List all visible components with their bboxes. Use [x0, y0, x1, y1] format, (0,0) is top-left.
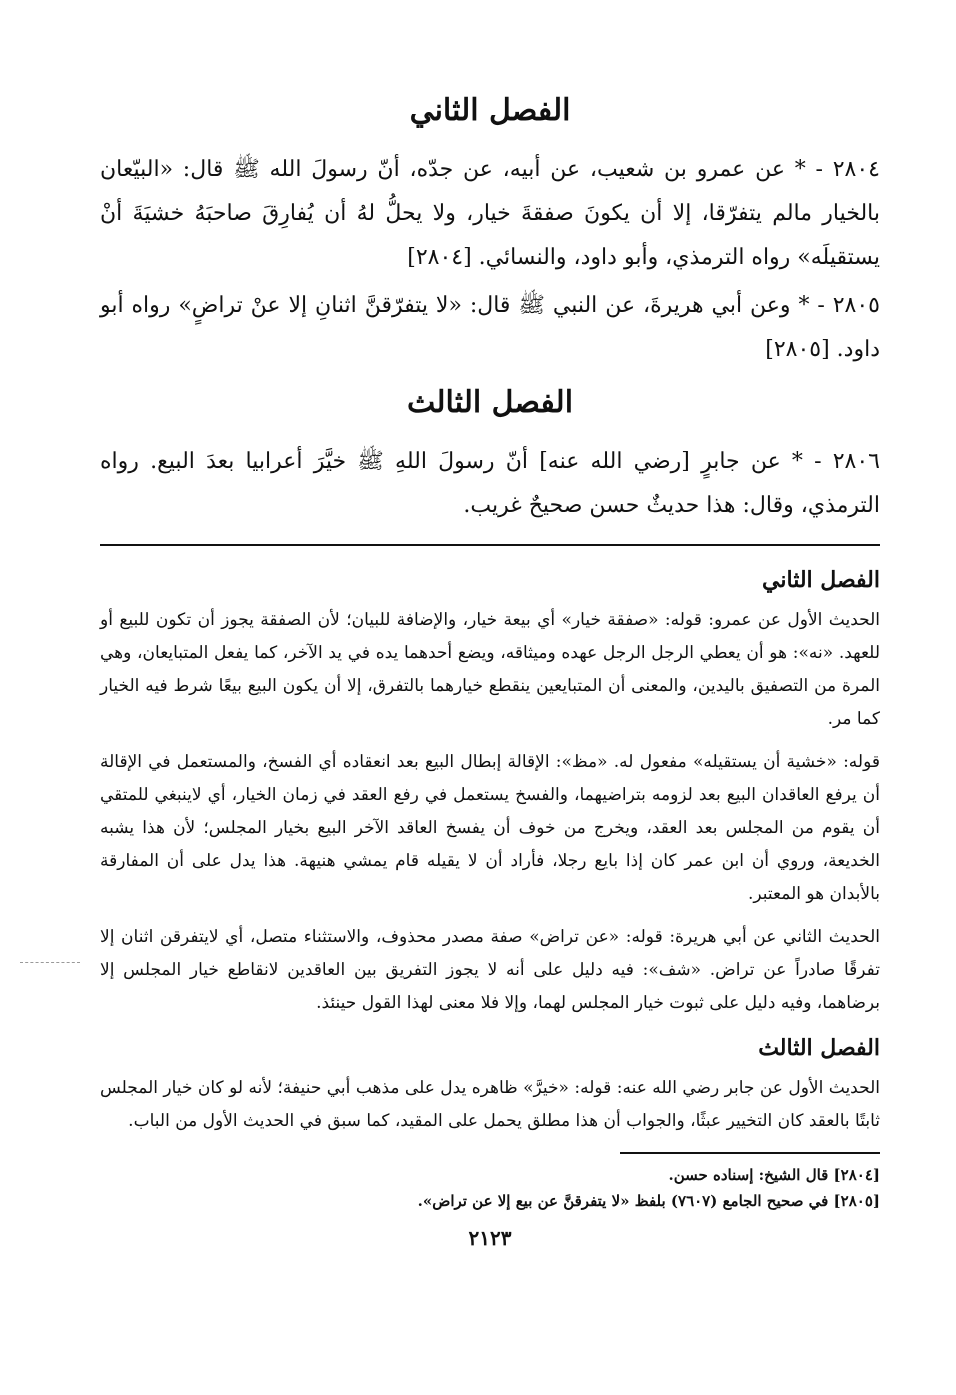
- footnote-separator: [620, 1152, 880, 1154]
- text-commentary-divider: [100, 544, 880, 546]
- section-title-third: الفصل الثالث: [406, 385, 574, 420]
- commentary-paragraph-4: الحديث الأول عن جابر رضي الله عنه: قوله: «خيرَّ» ظاهره يدل على مذهب أبي حنيفة؛ لأنه لو كان خيار المجلس ثابتًا بالعقد كان التخيير عبثًا، والجواب أن هذا مطلق يحمل على المقيد، كما سبق في الحديث الأول من الباب.: [100, 1078, 880, 1131]
- commentary-title-second: الفصل الثاني: [762, 567, 880, 593]
- hadith-2804: ٢٨٠٤ - * عن عمرو بن شعيب، عن أبيه، عن جدّه، أنّ رسولَ الله ﷺ قال: «البيّعان بالخيار مالم يتفرّقا، إلا أن يكونَ صفقةَ خيار، ولا يحلُّ لهُ أن يُفارِقَ صاحبَهُ خشيَةَ أنْ يستقيلَه» رواه الترمذي، وأبو داود، والنسائي. [٢٨٠٤]: [100, 157, 881, 270]
- commentary-paragraph-3: الحديث الثاني عن أبي هريرة: قوله: «عن تراض» صفة مصدر محذوف، والاستثناء متصل، أي لايتفرقن اثنان إلا تفرقًا صادراً عن تراض. «شف»: فيه دليل على أنه لا يجوز التفريق بين العاقدين لانقاطع خيار المجلس إلا برضاهما، وفيه دليل على ثبوت خيار المجلس لهما، وإلا فلا معنى لهذا القول حينئذ.: [100, 927, 880, 1013]
- hadith-2806: ٢٨٠٦ - * عن جابرٍ [رضي الله عنه] أنّ رسولَ اللهِ ﷺ خيَّرَ أعرابيا بعدَ البيع. رواه الترمذي، وقال: هذا حديثٌ حسن صحيحٌ غريب.: [100, 449, 880, 518]
- commentary-title-third: الفصل الثالث: [758, 1035, 880, 1061]
- commentary-paragraph-2: قوله: «خشية أن يستقيله» مفعول له. «مظ»: الإقالة إبطال البيع بعد انعقاده أي الفسخ، والمستعمل في الإقالة أن يرفع العاقدان البيع بعد لزومه بتراضيهما، والفسخ يستعمل في رفع العقد في زمان الخيار، أي لاينبغي للمتقي أن يقوم من المجلس بعد العقد، ويخرج من خوف أن يفسخ العاقد الآخر البيع بخيار المجلس؛ لأن هذا يشبه الخديعة، وروي أن ابن عمر كان إذا بايع رجلا، فأراد أن لا يقيله قام يمشي هنيهة. هذا يدل على أن المفارقة بالأبدان هو المعتبر.: [100, 752, 880, 904]
- footnote-2804: [٢٨٠٤] قال الشيخ: إسناده حسن.: [668, 1166, 880, 1184]
- footnote-2805: [٢٨٠٥] في صحيح الجامع (٧٦٠٧) بلفظ «لا يتفرقنَّ عن بيع إلا عن تراض».: [417, 1192, 880, 1210]
- document-page: [100, 80, 880, 1370]
- hadith-2805: ٢٨٠٥ - * وعن أبي هريرةَ، عن النبي ﷺ قال: «لا يتفرّقنَّ اثنانِ إلا عنْ تراضٍ» رواه أبو داود. [٢٨٠٥]: [100, 293, 880, 362]
- margin-mark: [20, 962, 80, 963]
- section-title-second: الفصل الثاني: [409, 93, 571, 128]
- commentary-paragraph-1: الحديث الأول عن عمرو: قوله: «صفقة خيار» أي بيعة خيار، والإضافة للبيان؛ لأن الصفقة يجوز أن تكون للبيع أو للعهد. «نه»: هو أن يعطي الرجل الرجل عهده وميثاقه، ويضع أحدهما يده في يد الآخر، كما يفعل المتبايعان، وهي المرة من التصفيق باليدين، والمعنى أن المتبايعين ينقطع خيارهما بالتفرق، إلا أن يكون البيع بيعًا شرط فيه الخيار كما مر.: [100, 610, 880, 729]
- page-number: ٢١٢٣: [468, 1226, 512, 1250]
